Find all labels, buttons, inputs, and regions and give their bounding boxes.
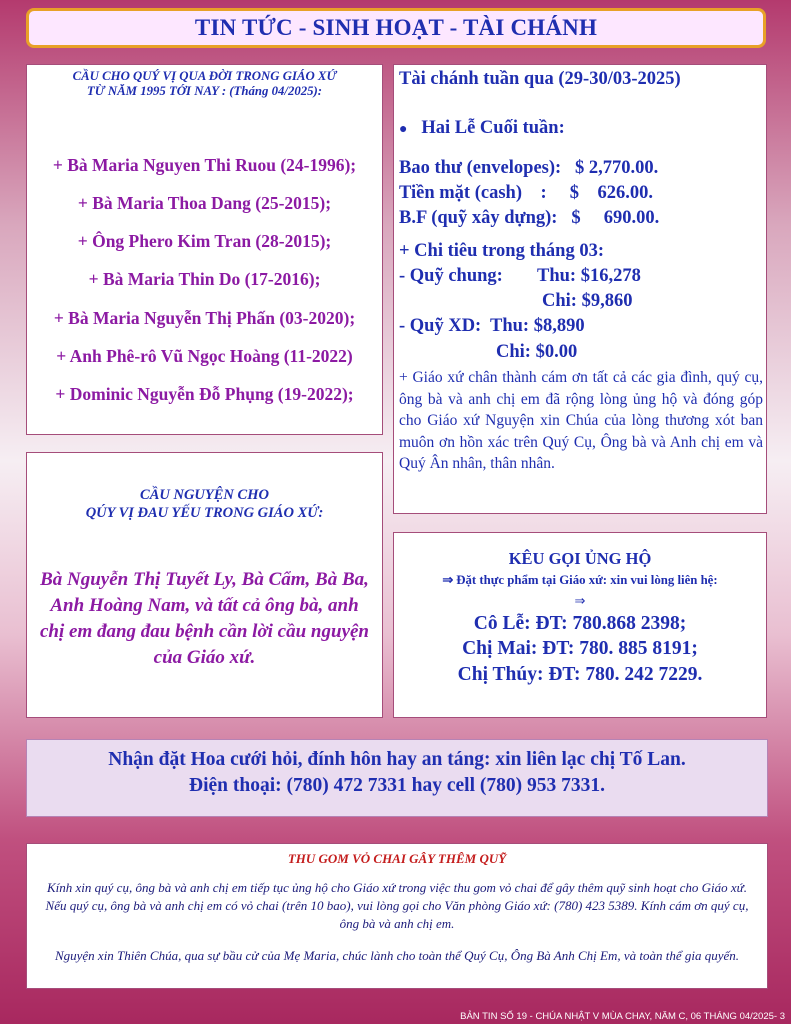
deceased-item: + Bà Maria Thoa Dang (25-2015); xyxy=(77,193,332,213)
deceased-heading-line1: CẦU CHO QUÝ VỊ QUA ĐỜI TRONG GIÁO XỨ xyxy=(72,69,337,83)
deceased-heading xyxy=(27,69,382,99)
deceased-heading-line2: TỪ NĂM 1995 TỚI NAY : (Tháng 04/2025): xyxy=(86,84,323,98)
page-title: TIN TỨC - SINH HOẠT - TÀI CHÁNH xyxy=(194,15,598,40)
sick-heading-line2: QÚY VỊ ĐAU YẾU TRONG GIÁO XỨ: xyxy=(85,505,324,521)
sick-heading-line1: CẦU NGUYỆN CHO xyxy=(140,487,269,503)
finance-title: Tài chánh tuần qua (29-30/03-2025) xyxy=(399,69,681,89)
sick-prayer-box xyxy=(26,452,383,718)
deceased-item: + Ông Phero Kim Tran (28-2015); xyxy=(77,231,332,251)
flower-line1: Nhận đặt Hoa cưới hỏi, đính hôn hay an táng: xin liên lạc chị Tố Lan. xyxy=(108,749,686,770)
finance-general-in: Thu: $16,278 xyxy=(537,266,641,286)
sick-heading xyxy=(27,486,382,522)
finance-box xyxy=(393,64,767,514)
sick-names: Bà Nguyễn Thị Tuyết Ly, Bà Cẩm, Bà Ba, Anh Hoàng Nam, và tất cả ông bà, anh chị em đang đau bệnh cần lời cầu nguyện của Giáo xứ. xyxy=(39,569,369,668)
deceased-prayer-box xyxy=(26,64,383,435)
support-contact: Chị Thúy: ĐT: 780. 242 7229. xyxy=(457,664,703,685)
flower-line2: Điện thoại: (780) 472 7331 hay cell (780) 953 7331. xyxy=(189,775,605,796)
deceased-item: + Bà Maria Nguyễn Thị Phấn (03-2020); xyxy=(53,308,356,328)
support-contact: Cô Lễ: ĐT: 780.868 2398; xyxy=(473,613,687,634)
section-header xyxy=(26,8,766,48)
support-contact: Chị Mai: ĐT: 780. 885 8191; xyxy=(462,638,698,659)
finance-xd-out: Chi: $0.00 xyxy=(496,342,578,362)
finance-general-label: - Quỹ chung: xyxy=(399,266,503,286)
finance-building-fund: B.F (quỹ xây dựng): $ 690.00. xyxy=(399,208,660,228)
arrow-icon: ⇒ xyxy=(574,593,586,608)
finance-bullet xyxy=(399,118,565,139)
bottle-collection-box xyxy=(26,843,768,989)
bottles-title: THU GOM VỎ CHAI GÂY THÊM QUỸ xyxy=(287,851,507,866)
support-box xyxy=(393,532,767,718)
finance-general-out: Chi: $9,860 xyxy=(542,291,633,311)
finance-cash: Tiền mặt (cash) : $ 626.00. xyxy=(399,183,654,203)
finance-envelopes: Bao thư (envelopes): $ 2,770.00. xyxy=(399,158,659,178)
flower-order-box xyxy=(26,739,768,817)
finance-spend-title: + Chi tiêu trong tháng 03: xyxy=(399,241,604,261)
finance-xd-label: - Quỹ XD: xyxy=(399,316,482,336)
deceased-item: + Dominic Nguyễn Đỗ Phụng (19-2022); xyxy=(55,384,354,404)
deceased-item: + Bà Maria Nguyen Thi Ruou (24-1996); xyxy=(52,155,357,175)
page-footer: BẢN TIN SỐ 19 - CHÚA NHẬT V MÙA CHAY, NĂM C, 06 THÁNG 04/2025- 3 xyxy=(460,1011,785,1022)
finance-thanks-note: + Giáo xứ chân thành cám ơn tất cả các gia đình, quý cụ, ông bà và anh chị em đã rộng lòng ủng hộ và đóng góp cho Giáo xứ Nguyện xin Chúa của lòng thương xót ban muôn ơn hồn xác trên Quý Cụ, Ông bà và Anh chị em và Quý Ân nhân, thân nhân. xyxy=(399,369,763,472)
finance-bullet-label: Hai Lễ Cuối tuần: xyxy=(421,118,565,138)
bullet-icon: ● xyxy=(399,122,408,137)
deceased-item: + Bà Maria Thin Do (17-2016); xyxy=(88,269,321,289)
bottles-blessing: Nguyện xin Thiên Chúa, qua sự bầu cử của Mẹ Maria, chúc lành cho toàn thể Quý Cụ, Ông Bà Anh Chị Em, và toàn thể gia quyến. xyxy=(54,948,740,963)
support-title: KÊU GỌI ỦNG HỘ xyxy=(508,549,652,568)
finance-xd-in: Thu: $8,890 xyxy=(490,316,585,336)
bottles-paragraph: Kính xin quý cụ, ông bà và anh chị em tiếp tục ủng hộ cho Giáo xứ trong việc thu gom vỏ chai để gây thêm quỹ sinh hoạt cho Giáo xứ. Nếu quý cụ, ông bà và anh chị em có vỏ chai (trên 10 bao), vui lòng gọi cho Văn phòng Giáo xứ: (780) 423 5389. Kính cám ơn quý cụ, ông bà và anh chị em. xyxy=(45,880,749,931)
deceased-item: + Anh Phê-rô Vũ Ngọc Hoàng (11-2022) xyxy=(56,346,353,366)
support-subtitle: ⇒ Đặt thực phẩm tại Giáo xứ: xin vui lòng liên hệ: xyxy=(442,573,718,587)
